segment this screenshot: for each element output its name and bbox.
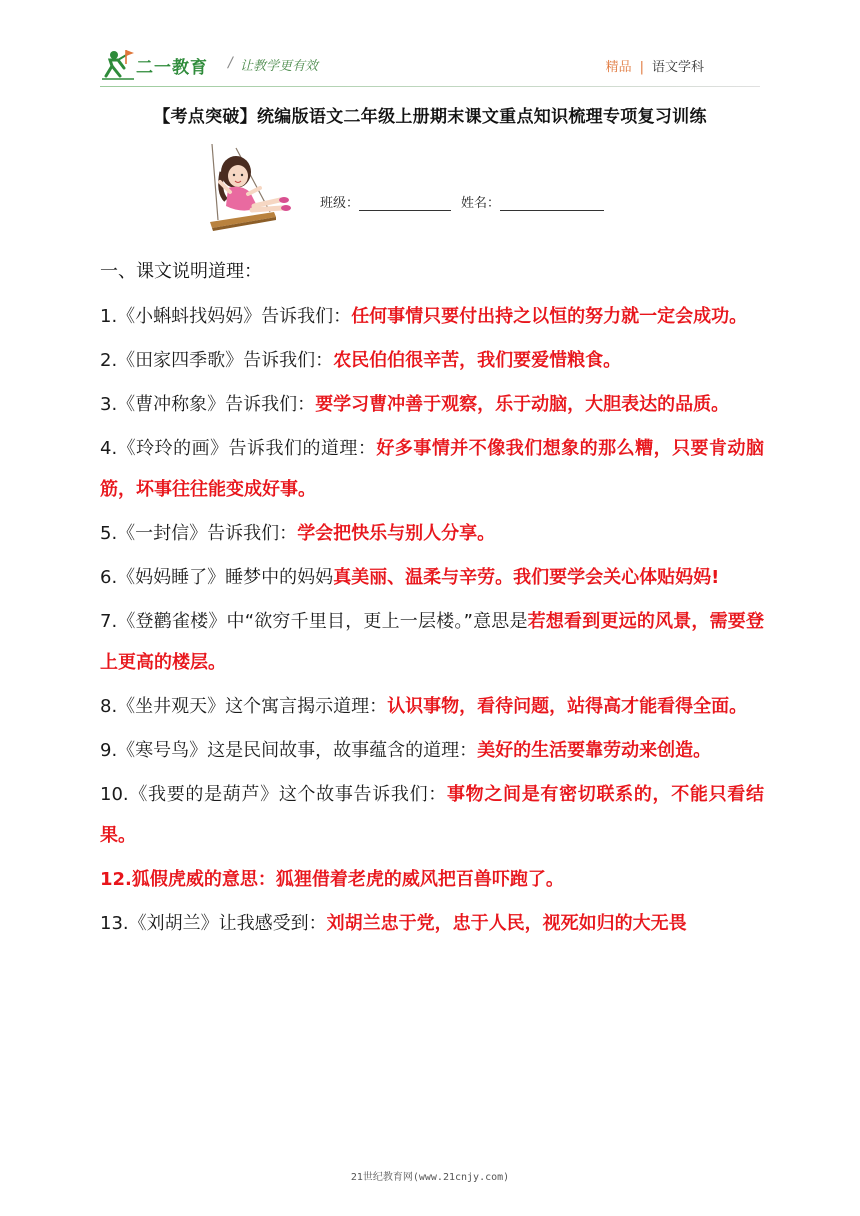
name-label: 姓名： <box>461 196 501 211</box>
item-question: 3.《曹冲称象》告诉我们： <box>100 394 316 415</box>
header-separator: | <box>639 60 644 75</box>
item-answer: 认识事物，看待问题，站得高才能看得全面。 <box>387 696 748 717</box>
list-item <box>100 340 764 381</box>
header-right <box>606 56 704 75</box>
list-item <box>100 428 764 510</box>
logo-text: 二一教育 <box>136 58 208 78</box>
class-label: 班级： <box>320 196 360 211</box>
list-item <box>100 774 764 856</box>
item-answer: 农民伯伯很辛苦，我们要爱惜粮食。 <box>333 350 622 371</box>
header-slogan: 让教学更有效 <box>240 59 319 74</box>
premium-badge: 精品 <box>605 60 632 75</box>
item-answer: 好多事情并不像我们想象的那么糟，只要肯动脑筋，坏事往往能变成好事。 <box>100 438 764 500</box>
page-footer: 21世纪教育网(www.21cnjy.com) <box>350 1172 510 1183</box>
item-question: 5.《一封信》告诉我们： <box>100 523 298 544</box>
item-answer: 真美丽、温柔与辛劳。我们要学会关心体贴妈妈! <box>333 567 720 588</box>
item-answer: 刘胡兰忠于党，忠于人民，视死如归的大无畏 <box>326 913 687 934</box>
list-item <box>100 557 764 598</box>
item-answer: 若想看到更远的风景，需要登上更高的楼层。 <box>100 611 764 673</box>
list-item <box>100 686 764 727</box>
item-answer: 任何事情只要付出持之以恒的努力就一定会成功。 <box>351 306 748 327</box>
header-rule <box>100 86 760 87</box>
list-item <box>100 384 764 425</box>
item-question: 8.《坐井观天》这个寓言揭示道理： <box>100 696 388 717</box>
section-heading: 一、课文说明道理： <box>100 261 262 282</box>
item-question: 10.《我要的是葫芦》这个故事告诉我们： <box>100 784 447 805</box>
item-question: 6.《妈妈睡了》睡梦中的妈妈 <box>100 567 334 588</box>
item-question: 7.《登鹳雀楼》中“欲穷千里目，更上一层楼。”意思是 <box>100 611 528 632</box>
item-question: 4.《玲玲的画》告诉我们的道理： <box>100 438 377 459</box>
subject-label: 语文学科 <box>651 60 704 75</box>
page-header <box>100 46 760 86</box>
name-field[interactable] <box>500 196 604 211</box>
content-body <box>100 252 764 947</box>
item-answer: 12.狐假虎威的意思：狐狸借着老虎的威风把百兽吓跑了。 <box>100 869 564 890</box>
student-info <box>320 192 604 211</box>
item-question: 13.《刘胡兰》让我感受到： <box>100 913 327 934</box>
girl-on-swing-icon <box>196 142 306 242</box>
item-question: 1.《小蝌蚪找妈妈》告诉我们： <box>100 306 352 327</box>
list-item <box>100 601 764 683</box>
class-field[interactable] <box>359 196 451 211</box>
list-item <box>100 903 764 944</box>
header-divider: / <box>228 55 233 71</box>
list-item <box>100 296 764 337</box>
item-list <box>100 296 764 944</box>
list-item <box>100 513 764 554</box>
document-title: 【考点突破】统编版语文二年级上册期末课文重点知识梳理专项复习训练 <box>153 107 707 127</box>
item-answer: 事物之间是有密切联系的，不能只看结果。 <box>100 784 764 846</box>
item-question: 9.《寒号鸟》这是民间故事，故事蕴含的道理： <box>100 740 478 761</box>
item-answer: 要学习曹冲善于观察，乐于动脑，大胆表达的品质。 <box>315 394 730 415</box>
item-answer: 美好的生活要靠劳动来创造。 <box>477 740 712 761</box>
list-item <box>100 730 764 771</box>
list-item <box>100 859 764 900</box>
item-question: 2.《田家四季歌》告诉我们： <box>100 350 334 371</box>
item-answer: 学会把快乐与别人分享。 <box>297 523 496 544</box>
